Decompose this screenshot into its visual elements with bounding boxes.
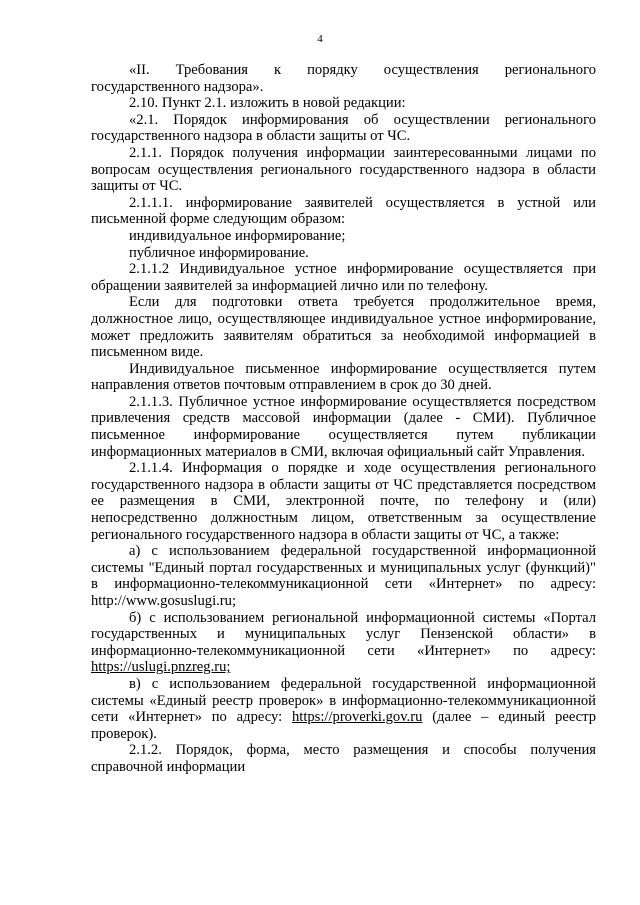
paragraph-2-1-1: 2.1.1. Порядок получения информации заинтересованными лицами по вопросам осуществления регионального государственного надзора в области защиты от ЧС.: [91, 144, 596, 195]
page-number: 4: [317, 33, 323, 45]
paragraph-individual: индивидуальное информирование;: [129, 227, 346, 244]
paragraph-public: публичное информирование.: [129, 244, 309, 261]
paragraph-item-a: а) с использованием федеральной государственной информационной системы "Единый портал государственных и муниципальных услуг (функций)" в информационно-телекоммуникационной сети «Интернет» по адресу: http://www.gosuslugi.ru;: [91, 543, 596, 609]
paragraph-2-1-1-4: 2.1.1.4. Информация о порядке и ходе осуществления регионального государственного надзора в области защиты от ЧС представляется посредством ее размещения в СМИ, электронной почте, по телефону и (или) непосредственно должностным лицом, ответственным за осуществление регионального государственного надзора в области защиты от ЧС, а также:: [91, 460, 596, 543]
paragraph-long-answer: Если для подготовки ответа требуется продолжительное время, должностное лицо, осуществляющее индивидуальное устное информирование, может предложить заявителям обратиться за необходимой информацией в письменном виде.: [91, 294, 596, 361]
paragraph-item-v: [91, 676, 596, 742]
proverki-link[interactable]: https://proverki.gov.ru: [291, 709, 423, 726]
item-v-text: в) с использованием федеральной государственной информационной системы «Единый реестр проверок» в информационно-телекоммуникационной сети «Интернет» по адресу:: [91, 675, 596, 726]
paragraph-2-1: «2.1. Порядок информирования об осуществлении регионального государственного надзора в области защиты от ЧС.: [91, 111, 596, 145]
item-v-tail: (далее – единый реестр проверок).: [91, 709, 596, 742]
uslugi-link[interactable]: https://uslugi.pnzreg.ru;: [91, 659, 231, 676]
document-body: [91, 62, 596, 776]
paragraph-2-1-1-1: 2.1.1.1. информирование заявителей осуществляется в устной или письменной форме следующим образом:: [91, 194, 596, 228]
item-b-text: б) с использованием региональной информационной системы «Портал государственных и муниципальных услуг Пензенской области» в информационно-телекоммуникационной сети «Интернет» по адресу:: [91, 609, 596, 659]
paragraph-section-title: «II. Требования к порядку осуществления регионального государственного надзора».: [91, 62, 596, 95]
paragraph-item-b: [91, 610, 596, 676]
paragraph-amendment: 2.10. Пункт 2.1. изложить в новой редакции:: [129, 95, 406, 112]
paragraph-2-1-1-3: 2.1.1.3. Публичное устное информирование осуществляется посредством привлечения средств массовой информации (далее - СМИ). Публичное письменное информирование осуществляется путем публикации информационных материалов в СМИ, включая официальный сайт Управления.: [91, 393, 596, 460]
paragraph-written: Индивидуальное письменное информирование осуществляется путем направления ответов почтовым отправлением в срок до 30 дней.: [91, 360, 596, 394]
paragraph-2-1-2: 2.1.2. Порядок, форма, место размещения и способы получения справочной информации: [91, 742, 596, 775]
paragraph-2-1-1-2: 2.1.1.2 Индивидуальное устное информирование осуществляется при обращении заявителей за информацией лично или по телефону.: [91, 261, 596, 294]
